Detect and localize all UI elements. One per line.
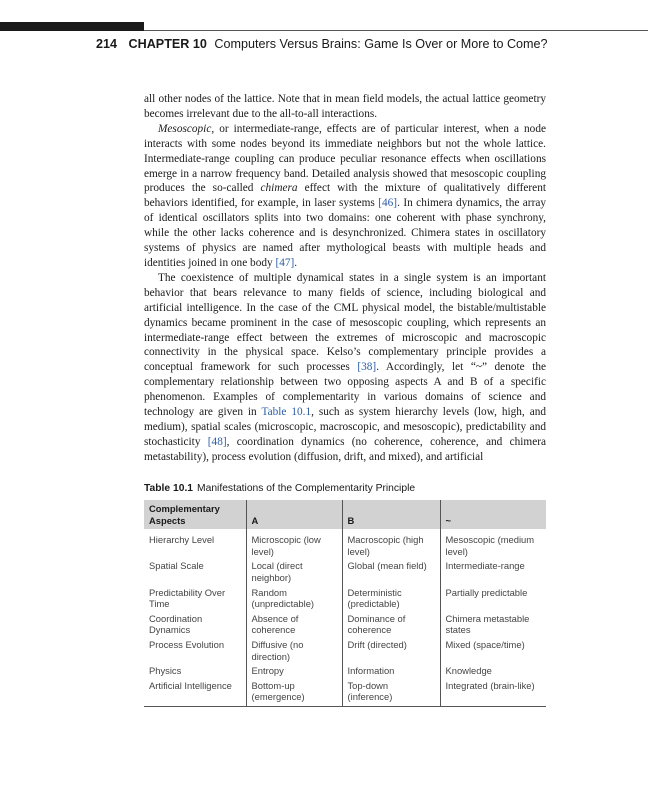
table-cell: Drift (directed)	[342, 638, 440, 664]
table-cell: Microscopic (low level)	[246, 529, 342, 559]
citation-link[interactable]: [47]	[275, 256, 295, 269]
table-cell: Spatial Scale	[149, 560, 204, 572]
table-caption-text: Manifestations of the Complementarity Principle	[197, 483, 416, 494]
table-cell: Absence of coherence	[246, 612, 342, 638]
complementarity-table	[144, 500, 546, 707]
table-cell: Random (unpredictable)	[246, 586, 342, 612]
paragraph-2	[144, 122, 546, 271]
table-cell: Physics	[149, 665, 182, 677]
table-cell: Macroscopic (high level)	[342, 529, 440, 559]
table-caption	[144, 483, 415, 494]
table-cell: Hierarchy Level	[149, 534, 215, 546]
paragraph-2-text-d: .	[294, 256, 298, 269]
table-row	[144, 638, 546, 664]
column-header: B	[342, 500, 440, 529]
paragraph-3-text-d: , coordination dynamics (no coherence, coherence, and chimera metastability), process evolution (diffusion, drift, and mixed), and artificial	[144, 435, 546, 463]
citation-link[interactable]: [38]	[357, 361, 377, 374]
table-cell: Artificial Intelligence	[144, 679, 246, 707]
paragraph-2-text-b: effect with the mixture of qualitatively different behaviors identified, for example, in laser systems	[144, 182, 546, 210]
table-cell: Global (mean field)	[342, 559, 440, 585]
header-bar	[0, 22, 144, 31]
page-number: 214	[96, 37, 118, 51]
table-cell: Chimera metastable states	[440, 612, 546, 638]
table-cell: Mixed (space/time)	[440, 638, 546, 664]
table-cell: Entropy	[246, 664, 342, 679]
table-row	[144, 612, 546, 638]
paragraph-3-text-a: The coexistence of multiple dynamical states in a single system is an important behavior that bears relevance to many fields of science, including biological and artificial intelligence. In the case of the CML physical model, the bistable/multistable dynamics became prominent in the case of mesoscopic coupling, which represents an intermediate-range effect between the extremes of microscopic and macroscopic connectivity in the physical space. Kelso’s complementary principle provides a conceptual framework for such processes	[144, 271, 546, 374]
table-cell: Partially predictable	[440, 586, 546, 612]
table-row	[144, 664, 546, 679]
table-cell: Local (direct neighbor)	[246, 559, 342, 585]
table-cell: Integrated (brain-like)	[440, 679, 546, 707]
term-mesoscopic: Mesoscopic	[158, 122, 212, 135]
table-cell: Information	[342, 664, 440, 679]
chapter-label: CHAPTER 10	[128, 37, 207, 51]
paragraph-1	[144, 92, 546, 122]
table-header-row	[144, 500, 546, 529]
paragraph-1-text: all other nodes of the lattice. Note that in mean field models, the actual lattice geometry becomes irrelevant due to the all-to-all interactions.	[144, 93, 546, 120]
running-header	[96, 37, 548, 51]
table-cell: Diffusive (no direction)	[246, 638, 342, 664]
chapter-title: Computers Versus Brains: Game Is Over or More to Come?	[214, 37, 548, 51]
column-header: Complementary Aspects	[144, 500, 246, 529]
term-chimera: chimera	[260, 182, 298, 195]
table-cell: Deterministic (predictable)	[342, 586, 440, 612]
table-cell: Dominance of coherence	[342, 612, 440, 638]
paragraph-3-text-c: , such as system hierarchy levels (low, high, and medium), spatial scales (microscopic, macroscopic, and mesoscopic), predictability and stochasticity	[144, 406, 547, 448]
paragraph-2-text-c: . In chimera dynamics, the array of identical oscillators splits into two domains: one coherent with phase synchrony, while the other lacks coherence and is desynchronized. Chimera states in oscillatory systems of physics are named after mythological beasts with multiple heads and identities joined in one body	[144, 197, 546, 269]
table-cell: Predictability Over Time	[149, 586, 226, 610]
body-text	[144, 92, 546, 465]
table-cell: Knowledge	[440, 664, 546, 679]
table-cell: Mesoscopic (medium level)	[440, 529, 546, 559]
table-row	[144, 679, 546, 707]
table-row	[144, 559, 546, 585]
table-cell: Intermediate-range	[440, 559, 546, 585]
column-header: A	[246, 500, 342, 529]
citation-link[interactable]: [48]	[207, 435, 227, 448]
table-caption-label: Table 10.1	[144, 483, 194, 494]
paragraph-3	[144, 271, 546, 465]
table-reference-link[interactable]: Table 10.1	[261, 406, 312, 419]
paragraph-3-text-b: . Accordingly, let “~” denote the complementary relationship between two opposing aspects A and B of a specific phenomenon. Examples of complementarity in various domains of science and technology are given in	[144, 361, 546, 419]
table-cell: Process Evolution	[149, 638, 225, 650]
column-header: ~	[440, 500, 546, 529]
citation-link[interactable]: [46]	[378, 197, 398, 210]
table-cell: Bottom-up (emergence)	[246, 679, 342, 707]
table-cell: Top-down (inference)	[342, 679, 440, 707]
table-cell: Coordination Dynamics	[149, 612, 203, 636]
table-row	[144, 586, 546, 612]
header-rule	[144, 30, 648, 31]
paragraph-2-text-a: , or intermediate-range, effects are of particular interest, when a node interacts with some nodes beyond its immediate neighbors but not the whole lattice. Intermediate-range coupling can produce peculiar resonance effects when oscillations emerge in a narrow frequency band. Detailed analysis showed that mesoscopic coupling produces the so-called	[144, 122, 546, 195]
table-row	[144, 529, 546, 559]
